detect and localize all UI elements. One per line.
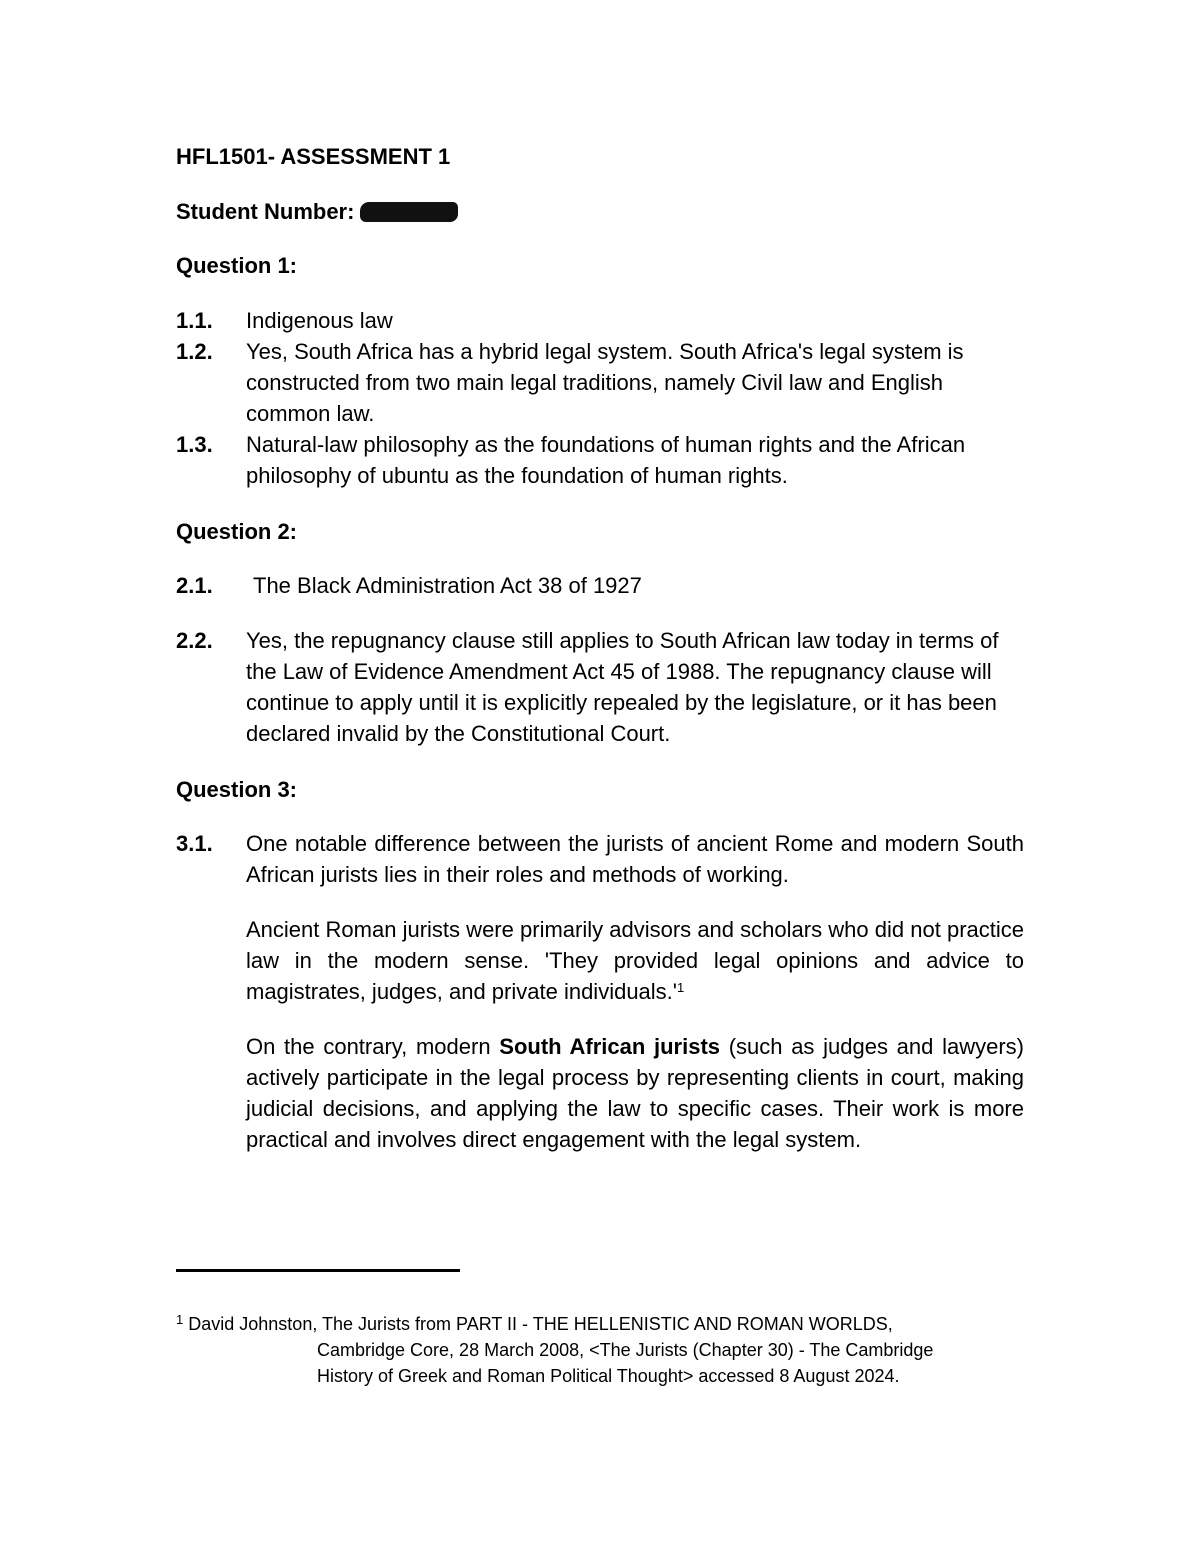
- student-number-line: [176, 196, 458, 227]
- answer-number: 3.1.: [176, 831, 213, 856]
- footnote: [176, 1311, 1006, 1389]
- paragraph-text: On the contrary, modern: [246, 1034, 491, 1059]
- answer-3-1: [176, 828, 1026, 890]
- answer-text: Yes, South Africa has a hybrid legal system. South Africa's legal system is constructed from two main legal traditions, namely Civil law and English common law.: [246, 339, 964, 426]
- answer-text: One notable difference between the jurists of ancient Rome and modern South African jurists lies in their roles and methods of working.: [246, 831, 1024, 887]
- answer-number: 1.3.: [176, 432, 213, 457]
- document-title: HFL1501- ASSESSMENT 1: [176, 144, 451, 169]
- bold-term: South African jurists: [499, 1034, 720, 1059]
- footnote-reference[interactable]: 1: [677, 980, 685, 995]
- answer-number: 2.2.: [176, 628, 213, 653]
- paragraph-text: (such as judges and lawyers) actively participate in the legal process by representing clients in court, making judicial decisions, and applying the law to specific cases. Their work is more practical and involves direct engagement with the legal system.: [246, 1034, 1024, 1152]
- answer-text: Natural-law philosophy as the foundations of human rights and the African philosophy of ubuntu as the foundation of human rights.: [246, 432, 966, 488]
- answer-1-1: [176, 305, 1026, 336]
- answer-3-1-paragraph-3: [246, 1031, 1024, 1155]
- question-3-heading: Question 3:: [176, 777, 298, 802]
- answer-1-3: [176, 429, 1026, 491]
- answer-3-1-paragraph-2: [246, 914, 1024, 1007]
- answer-text: Yes, the repugnancy clause still applies to South African law today in terms of the Law of Evidence Amendment Act 45 of 1988. The repugnancy clause will continue to apply until it is explicitly repealed by the legislature, or it has been declared invalid by the Constitutional Court.: [246, 628, 999, 746]
- question-2-heading: Question 2:: [176, 519, 298, 544]
- answer-2-1: [176, 570, 1026, 601]
- answer-1-2: [176, 336, 1026, 429]
- footnote-text: Cambridge Core, 28 March 2008, <The Jurists (Chapter 30) - The Cambridge: [317, 1340, 934, 1360]
- footnote-text: David Johnston, The Jurists from PART II - THE HELLENISTIC AND ROMAN WORLDS,: [188, 1314, 893, 1334]
- answer-number: 2.1.: [176, 573, 213, 598]
- answer-text: Indigenous law: [246, 308, 393, 333]
- paragraph-text: Ancient Roman jurists were primarily advisors and scholars who did not practice law in the modern sense. 'They provided legal opinions and advice to magistrates, judges, and private individuals.': [246, 917, 1024, 1004]
- redaction-mark: [360, 202, 458, 222]
- answer-number: 1.1.: [176, 308, 213, 333]
- question-1-heading: Question 1:: [176, 253, 298, 278]
- answer-2-2: [176, 625, 1026, 749]
- answer-text: The Black Administration Act 38 of 1927: [253, 573, 642, 598]
- footnote-marker: 1: [176, 1312, 184, 1327]
- footnote-text: History of Greek and Roman Political Thought> accessed 8 August 2024.: [317, 1366, 900, 1386]
- footnote-separator: [176, 1269, 460, 1272]
- answer-number: 1.2.: [176, 339, 213, 364]
- student-number-label: Student Number:: [176, 199, 355, 224]
